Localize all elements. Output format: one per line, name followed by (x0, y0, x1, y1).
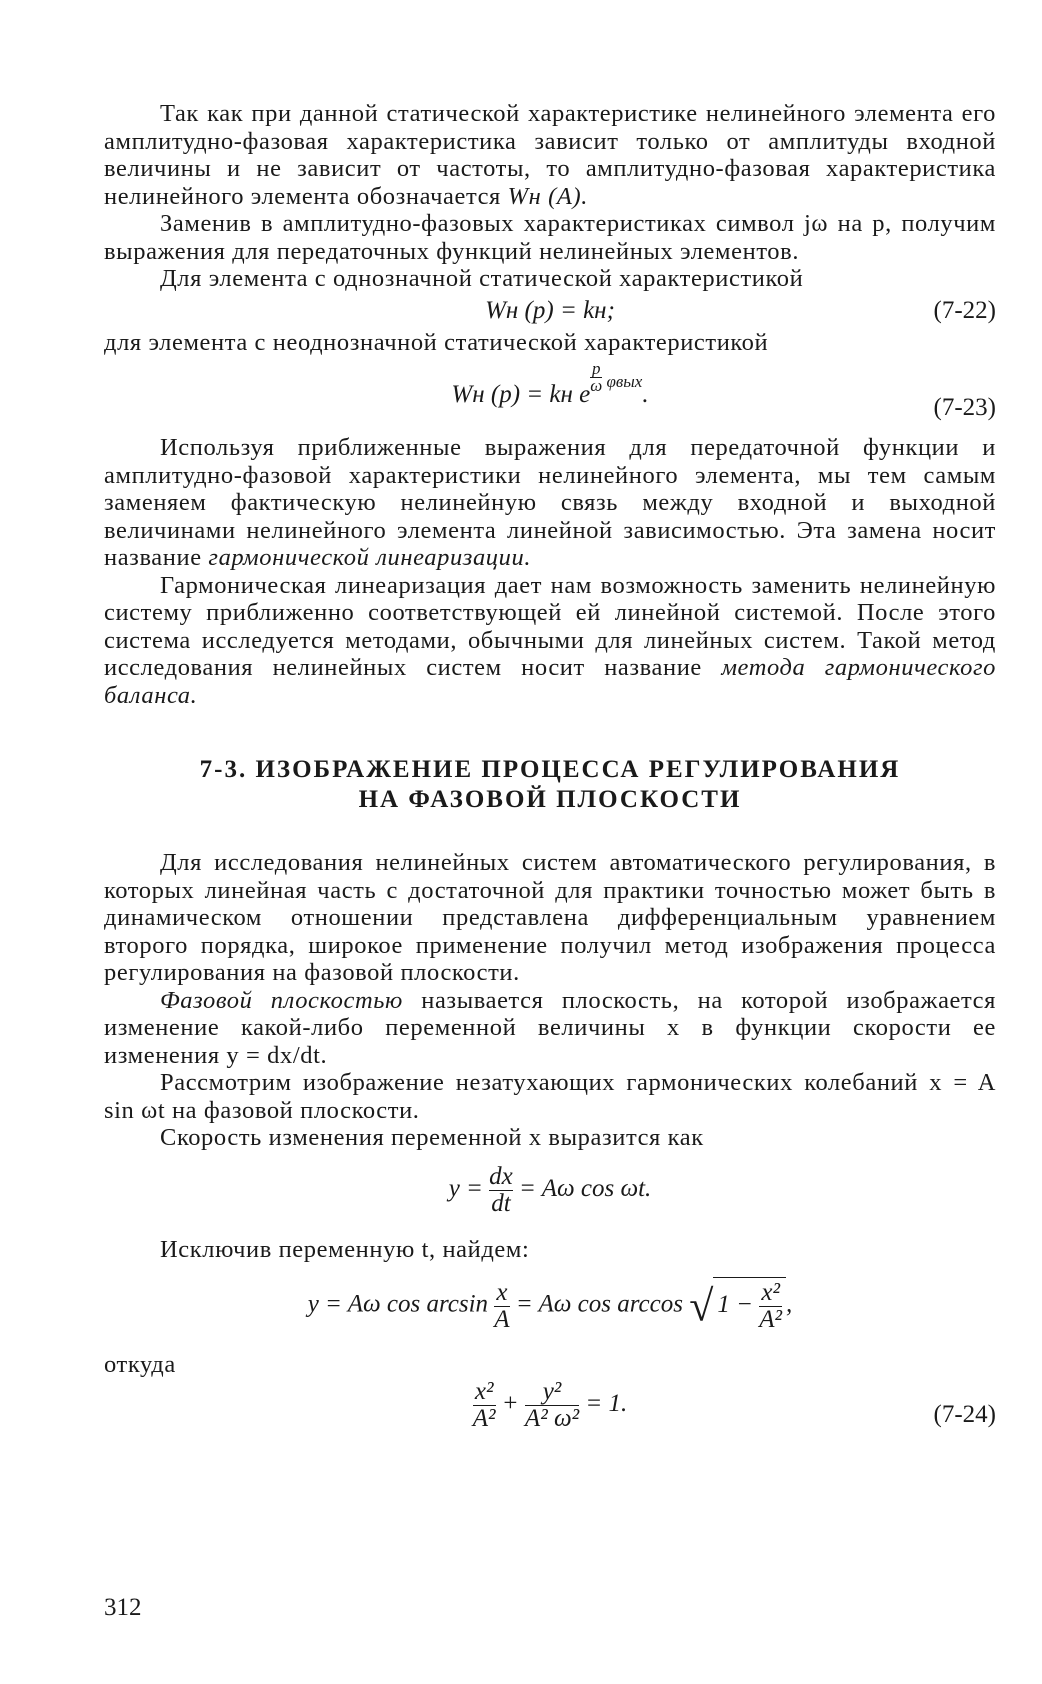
frac-den: A (494, 1305, 510, 1333)
paragraph-3: Для элемента с однозначной статической характеристикой (160, 265, 804, 292)
paragraph-5 (104, 434, 996, 572)
paragraph-4: для элемента с неоднозначной статической характеристикой (104, 328, 769, 356)
frac-den: A² ω² (524, 1404, 580, 1432)
page-content (104, 100, 996, 1449)
paragraph-10: Скорость изменения переменной x выразится как (160, 1124, 704, 1151)
frac-num: y² (542, 1377, 562, 1405)
term: гармонической линеаризации. (208, 544, 532, 571)
equation-7-22 (104, 293, 996, 329)
exp-tail: φвых (606, 371, 643, 391)
paragraph-12: откуда (104, 1351, 176, 1378)
eq-rhs: = Aω cos ωt. (519, 1174, 652, 1202)
equation-body: Wн (p) = kн e $^{\frac{p}{\omega} \varphi вых}$. (451, 358, 649, 408)
eq-part-a: y = Aω cos arcsin (307, 1290, 489, 1318)
plus-sign: + (501, 1389, 519, 1417)
equation-number: (7-22) (933, 296, 996, 324)
text: называется плоскость, на которой изображается изменение какой-либо переменной величины x в функции скорости ее изменения y = dx/dt. (104, 986, 996, 1069)
eq-part-b: = Aω cos arccos (515, 1290, 683, 1318)
equation-number: (7-23) (933, 394, 996, 421)
eq-rhs: = 1. (585, 1389, 628, 1417)
root-num: x² (761, 1279, 780, 1306)
frac-num: x² (474, 1377, 494, 1405)
term: Фазовой плоскостью (160, 986, 403, 1014)
frac-num: dx (489, 1162, 513, 1190)
page-number: 312 (104, 1594, 142, 1621)
equation-7-23 (104, 356, 996, 434)
eq-end: , (786, 1290, 793, 1318)
term: метода гармонического баланса. (104, 654, 996, 709)
paragraph-7: Для исследования нелинейных систем автоматического регулирования, в которых линейная часть с достаточной для практики точностью может быть в динамическом отношении представлена дифференциальным уравнением второго порядка, широкое применение получил метод изображения процесса регулирования на фазовой плоскости. (104, 849, 996, 986)
symbol: Wн (A). (507, 182, 588, 210)
frac-den: A² (472, 1404, 496, 1432)
root-den: A² (759, 1306, 783, 1333)
paragraph-11: Исключив переменную t, найдем: (160, 1235, 530, 1263)
heading-line-1: 7-3. ИЗОБРАЖЕНИЕ ПРОЦЕССА РЕГУЛИРОВАНИЯ (199, 756, 901, 783)
text: Используя приближенные выражения для передаточной функции и амплитудно-фазовой характеристики нелинейного элемента, мы тем самым заменяем фактическую нелинейную связь между входной и выходной величинами нелинейного элемента линейной зависимостью. Эта замена носит название (104, 434, 996, 571)
equation-7-24 (104, 1379, 996, 1449)
exp-num: p (591, 358, 601, 378)
frac-num: x (496, 1278, 508, 1306)
eq-lhs: y = (448, 1174, 483, 1202)
text: Так как при данной статической характеристике нелинейного элемента его амплитудно-фазовая характеристика зависит только от амплитуды входной величины и не зависит от частоты, то амплитудно-фазовая характеристика нелинейного элемента обозначается (104, 100, 996, 210)
paragraph-9: Рассмотрим изображение незатухающих гармонических колебаний x = A sin ωt на фазовой плоскости. (104, 1069, 996, 1124)
equation-velocity (104, 1152, 996, 1232)
heading-line-2: НА ФАЗОВОЙ ПЛОСКОСТИ (358, 786, 742, 813)
root-term: 1 − (717, 1291, 753, 1319)
exp-den: ω (590, 375, 603, 395)
section-heading (104, 755, 996, 815)
equation-y (104, 1263, 996, 1351)
equation-body: y = Aω cos arcsin $\frac{x}{A}$ = Aω cos arccos √ 1 − $\frac{\text{x²}}{\text{A²}}$ , (307, 1278, 793, 1333)
equation-body (104, 1164, 996, 1217)
frac-den: dt (489, 1190, 513, 1217)
equation-body: Wн (p) = kн; (485, 296, 615, 324)
paragraph-8 (104, 987, 996, 1070)
equation-number: (7-24) (933, 1400, 996, 1428)
text: Гармоническая линеаризация дает нам возможность заменить нелинейную систему приближенно соответствующей ей линейной системой. После этого система исследуется методами, обычными для линейных систем. Такой метод исследования нелинейных систем носит название (104, 571, 996, 681)
paragraph-2: Заменив в амплитудно-фазовых характеристиках символ jω на p, получим выражения для передаточных функций нелинейных элементов. (104, 210, 996, 265)
equation-body (104, 1379, 996, 1432)
paragraph-6 (104, 572, 996, 710)
eq-base: Wн (p) = kн e (451, 381, 591, 408)
paragraph-1 (104, 100, 996, 210)
